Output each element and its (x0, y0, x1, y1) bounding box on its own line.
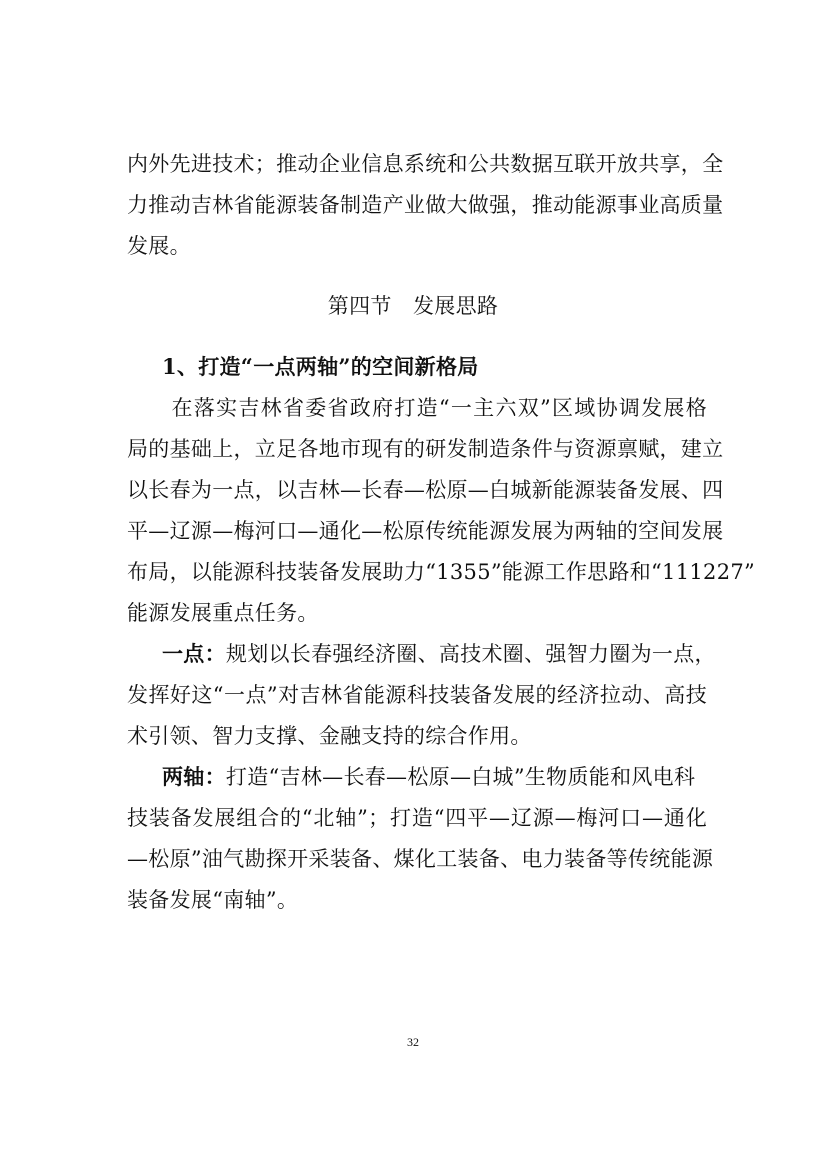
text-line: 以长春为一点，以吉林—长春—松原—白城新能源装备发展、四 (127, 478, 724, 502)
paragraph-label: 两轴： (162, 764, 226, 789)
page-number: 32 (407, 1035, 419, 1049)
text-line: 能源发展重点任务。 (127, 601, 319, 625)
text-line: 布局，以能源科技装备发展助力“1355”能源工作思路和“111227” (127, 560, 756, 584)
text-line: 装备发展“南轴”。 (127, 888, 299, 912)
text-line: —松原”油气勘探开采装备、煤化工装备、电力装备等传统能源 (127, 847, 714, 871)
text-line: 平—辽源—梅河口—通化—松原传统能源发展为两轴的空间发展 (127, 519, 724, 543)
text-line: 发展。 (127, 234, 191, 258)
text-line: 局的基础上，立足各地市现有的研发制造条件与资源禀赋，建立 (127, 437, 724, 461)
text-line: 力推动吉林省能源装备制造产业做大做强，推动能源事业高质量 (127, 193, 724, 217)
text-line: 技装备发展组合的“北轴”；打造“四平—辽源—梅河口—通化 (127, 806, 707, 830)
text-line: 在落实吉林省委省政府打造“一主六双”区域协调发展格 (127, 396, 707, 420)
text-line: 术引领、智力支撑、金融支持的综合作用。 (127, 724, 532, 748)
text-span: 打造“吉林—长春—松原—白城”生物质能和风电科 (225, 765, 696, 789)
section-title: 第四节 发展思路 (327, 294, 499, 318)
subsection-title: 1、打造“一点两轴”的空间新格局 (162, 354, 479, 379)
text-span: 规划以长春强经济圈、高技术圈、强智力圈为一点， (225, 642, 716, 666)
text-line (162, 641, 716, 667)
text-line (162, 764, 707, 790)
text-line: 发挥好这“一点”对吉林省能源科技装备发展的经济拉动、高技 (127, 683, 707, 707)
text-line: 内外先进技术；推动企业信息系统和公共数据互联开放共享，全 (127, 152, 724, 176)
paragraph-label: 一点： (162, 641, 226, 666)
